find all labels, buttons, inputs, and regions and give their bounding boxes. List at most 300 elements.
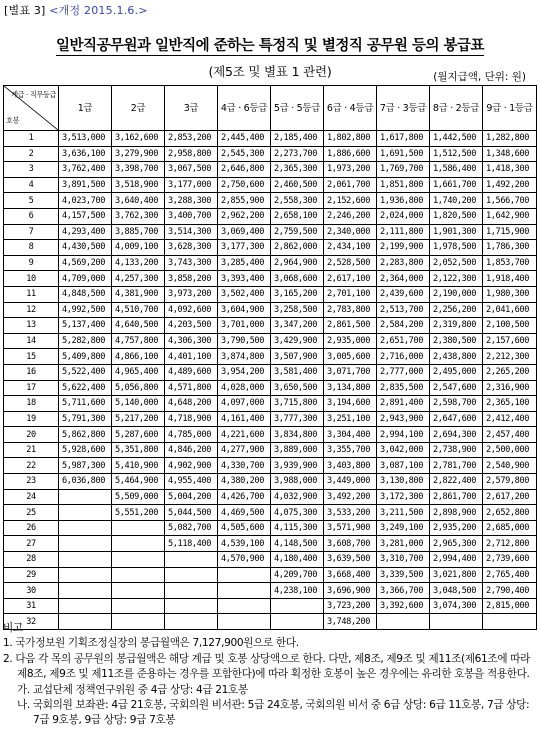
step-cell: 16 [4,364,59,380]
salary-cell: 3,355,700 [324,442,377,458]
salary-cell: 3,891,500 [59,177,112,193]
salary-cell: 2,273,700 [271,146,324,162]
salary-cell: 2,617,200 [483,489,537,505]
salary-cell: 3,858,200 [165,271,218,287]
salary-cell [218,567,271,583]
step-cell: 24 [4,489,59,505]
document-title: 일반직공무원과 일반직에 준하는 특정직 및 별정직 공무원 등의 봉급표 [55,38,485,54]
salary-cell: 5,282,800 [59,333,112,349]
document-subtitle: (제5조 및 별표 1 관련) [208,64,332,79]
salary-cell [59,583,112,599]
salary-cell: 4,180,400 [271,552,324,568]
salary-cell: 3,087,100 [377,458,430,474]
salary-cell: 1,980,300 [483,286,537,302]
salary-cell [59,536,112,552]
salary-cell: 2,891,400 [377,396,430,412]
salary-cell: 2,994,400 [430,552,483,568]
salary-cell: 3,005,600 [324,349,377,365]
salary-cell: 2,861,700 [430,489,483,505]
salary-cell: 3,973,200 [165,286,218,302]
salary-cell: 2,152,600 [324,193,377,209]
salary-cell: 4,157,500 [59,208,112,224]
salary-cell: 4,133,200 [112,255,165,271]
salary-cell: 5,928,600 [59,442,112,458]
salary-cell: 3,581,400 [271,364,324,380]
salary-cell: 4,381,900 [112,286,165,302]
salary-cell: 4,430,500 [59,240,112,256]
salary-cell: 2,256,200 [430,302,483,318]
salary-cell: 3,762,400 [59,162,112,178]
salary-cell: 1,512,500 [430,146,483,162]
salary-cell [218,583,271,599]
salary-cell: 2,460,500 [271,177,324,193]
salary-cell: 2,513,700 [377,302,430,318]
salary-cell: 5,004,200 [165,489,218,505]
salary-cell: 5,137,400 [59,318,112,334]
salary-cell: 4,569,200 [59,255,112,271]
annex-label: [별표 3] [4,4,46,17]
salary-cell [112,567,165,583]
salary-cell: 5,791,300 [59,411,112,427]
salary-cell: 4,161,400 [218,411,271,427]
salary-cell: 3,640,400 [112,193,165,209]
salary-cell: 2,853,200 [165,131,218,147]
salary-cell [112,583,165,599]
salary-cell [165,598,218,614]
salary-cell: 3,347,200 [271,318,324,334]
table-row [4,520,537,536]
salary-cell: 2,122,300 [430,271,483,287]
step-cell: 13 [4,318,59,334]
salary-cell: 2,935,200 [430,520,483,536]
step-cell: 12 [4,302,59,318]
salary-cell: 3,281,000 [377,536,430,552]
salary-cell: 2,439,600 [377,286,430,302]
salary-cell: 4,718,900 [165,411,218,427]
salary-cell: 5,522,400 [59,364,112,380]
salary-cell [59,520,112,536]
salary-cell: 3,514,300 [165,224,218,240]
salary-cell: 4,848,500 [59,286,112,302]
salary-cell: 3,492,200 [324,489,377,505]
salary-cell: 5,987,300 [59,458,112,474]
salary-cell: 4,846,200 [165,442,218,458]
step-cell: 9 [4,255,59,271]
salary-cell: 3,449,000 [324,474,377,490]
salary-cell: 2,658,100 [271,208,324,224]
step-cell: 23 [4,474,59,490]
table-row [4,536,537,552]
salary-cell: 2,598,700 [430,396,483,412]
salary-cell: 4,009,100 [112,240,165,256]
salary-cell: 3,258,500 [271,302,324,318]
salary-cell: 2,212,300 [483,349,537,365]
salary-cell: 4,709,000 [59,271,112,287]
salary-cell: 2,547,600 [430,380,483,396]
salary-cell: 1,820,500 [430,208,483,224]
salary-cell: 2,457,400 [483,427,537,443]
salary-cell: 2,157,600 [483,333,537,349]
salary-cell: 3,393,400 [218,271,271,287]
step-cell: 21 [4,442,59,458]
salary-cell [59,489,112,505]
salary-cell: 3,696,900 [324,583,377,599]
step-cell: 1 [4,131,59,147]
table-row [4,427,537,443]
salary-cell: 3,162,600 [112,131,165,147]
salary-cell: 2,190,000 [430,286,483,302]
salary-cell: 2,412,400 [483,411,537,427]
table-row [4,442,537,458]
salary-cell: 1,442,500 [430,131,483,147]
salary-cell [218,598,271,614]
salary-cell: 3,074,300 [430,598,483,614]
salary-cell: 2,100,500 [483,318,537,334]
salary-cell: 3,400,700 [165,208,218,224]
salary-cell: 4,866,100 [112,349,165,365]
salary-cell: 2,994,100 [377,427,430,443]
remark-1: 1. 국가정보원 기획조정실장의 봉급월액은 7,127,900원으로 한다. [3,637,299,650]
unit-note: (월지급액, 단위: 원) [433,71,526,83]
step-cell: 31 [4,598,59,614]
salary-cell: 1,786,300 [483,240,537,256]
salary-cell: 2,712,800 [483,536,537,552]
salary-cell: 4,380,200 [218,474,271,490]
col-header: 8급 · 2등급 [430,86,483,131]
step-cell: 19 [4,411,59,427]
salary-cell: 5,056,800 [112,380,165,396]
step-cell: 6 [4,208,59,224]
salary-cell: 1,586,400 [430,162,483,178]
remarks-heading: 비고 [3,622,23,634]
salary-cell: 4,955,400 [165,474,218,490]
salary-cell: 2,558,300 [271,193,324,209]
salary-cell [112,552,165,568]
salary-cell: 2,783,800 [324,302,377,318]
table-row [4,162,537,178]
salary-cell: 3,134,800 [324,380,377,396]
salary-cell: 1,715,900 [483,224,537,240]
step-cell: 3 [4,162,59,178]
step-cell: 22 [4,458,59,474]
salary-cell: 5,711,600 [59,396,112,412]
salary-cell: 1,492,200 [483,177,537,193]
salary-cell: 3,249,100 [377,520,430,536]
salary-cell: 3,429,900 [271,333,324,349]
salary-cell: 1,936,800 [377,193,430,209]
salary-cell: 1,282,800 [483,131,537,147]
remark-2a: 가. 교섭단체 정책연구위원 중 4급 상당: 4급 21호봉 [17,683,248,696]
salary-cell: 3,071,700 [324,364,377,380]
salary-cell: 2,716,000 [377,349,430,365]
step-cell: 18 [4,396,59,412]
salary-cell: 2,739,600 [483,552,537,568]
salary-cell: 5,082,700 [165,520,218,536]
salary-cell: 3,604,900 [218,302,271,318]
salary-cell: 4,505,600 [218,520,271,536]
table-row [4,598,537,614]
salary-cell: 2,540,900 [483,458,537,474]
table-row [4,505,537,521]
step-cell: 27 [4,536,59,552]
salary-cell: 3,403,800 [324,458,377,474]
salary-cell: 2,380,500 [430,333,483,349]
salary-cell: 1,853,700 [483,255,537,271]
salary-cell: 1,802,800 [324,131,377,147]
table-row [4,489,537,505]
salary-cell: 5,287,600 [112,427,165,443]
salary-cell: 3,130,800 [377,474,430,490]
salary-cell: 2,316,900 [483,380,537,396]
salary-cell [59,552,112,568]
salary-cell: 3,571,900 [324,520,377,536]
salary-cell: 2,958,800 [165,146,218,162]
salary-cell: 2,781,700 [430,458,483,474]
salary-cell: 4,092,600 [165,302,218,318]
salary-cell: 2,265,200 [483,364,537,380]
salary-cell: 3,069,400 [218,224,271,240]
annex-header [4,2,148,18]
salary-cell: 4,238,100 [271,583,324,599]
salary-cell: 5,140,000 [112,396,165,412]
salary-cell: 4,401,100 [165,349,218,365]
salary-cell: 5,410,900 [112,458,165,474]
table-row [4,131,537,147]
salary-cell: 1,740,200 [430,193,483,209]
salary-cell: 2,545,300 [218,146,271,162]
salary-cell: 2,199,900 [377,240,430,256]
salary-cell: 3,834,800 [271,427,324,443]
salary-cell: 5,409,800 [59,349,112,365]
table-row [4,380,537,396]
salary-cell: 3,177,300 [218,240,271,256]
salary-cell: 2,965,300 [430,536,483,552]
table-row [4,349,537,365]
table-row [4,146,537,162]
salary-cell: 4,571,800 [165,380,218,396]
salary-cell: 3,310,700 [377,552,430,568]
salary-cell: 5,551,200 [112,505,165,521]
step-cell: 14 [4,333,59,349]
salary-cell: 2,651,700 [377,333,430,349]
salary-cell: 2,340,000 [324,224,377,240]
salary-cell [165,552,218,568]
salary-cell: 3,701,000 [218,318,271,334]
salary-cell: 3,067,500 [165,162,218,178]
salary-cell: 4,023,700 [59,193,112,209]
salary-cell: 2,759,500 [271,224,324,240]
salary-cell: 1,769,700 [377,162,430,178]
salary-cell: 4,257,300 [112,271,165,287]
salary-cell: 2,319,800 [430,318,483,334]
salary-cell: 2,935,000 [324,333,377,349]
step-cell: 25 [4,505,59,521]
salary-cell: 3,743,300 [165,255,218,271]
salary-cell: 3,608,700 [324,536,377,552]
salary-cell: 1,566,700 [483,193,537,209]
salary-cell: 4,640,500 [112,318,165,334]
step-cell: 4 [4,177,59,193]
salary-cell: 4,277,900 [218,442,271,458]
salary-cell: 3,889,000 [271,442,324,458]
table-row [4,177,537,193]
salary-cell [112,598,165,614]
salary-cell: 1,978,500 [430,240,483,256]
step-cell: 32 [4,614,59,630]
table-row [4,411,537,427]
salary-cell: 2,365,300 [271,162,324,178]
table-body [4,131,537,630]
salary-cell: 4,757,800 [112,333,165,349]
salary-cell: 3,392,600 [377,598,430,614]
salary-cell: 2,584,200 [377,318,430,334]
table-row [4,286,537,302]
salary-cell: 1,617,800 [377,131,430,147]
salary-cell: 2,617,100 [324,271,377,287]
salary-cell: 3,762,300 [112,208,165,224]
salary-cell: 2,694,300 [430,427,483,443]
table-row [4,193,537,209]
salary-cell: 2,822,400 [430,474,483,490]
salary-cell: 4,097,000 [218,396,271,412]
salary-cell: 3,715,800 [271,396,324,412]
salary-cell [59,505,112,521]
salary-cell: 2,835,500 [377,380,430,396]
salary-cell: 4,203,500 [165,318,218,334]
salary-cell: 2,738,900 [430,442,483,458]
salary-cell: 2,962,200 [218,208,271,224]
salary-cell: 3,398,700 [112,162,165,178]
salary-cell: 3,177,000 [165,177,218,193]
table-row [4,240,537,256]
step-cell: 5 [4,193,59,209]
salary-cell: 4,293,400 [59,224,112,240]
salary-cell: 5,464,900 [112,474,165,490]
salary-cell: 3,639,500 [324,552,377,568]
salary-cell: 2,365,100 [483,396,537,412]
salary-cell: 4,785,000 [165,427,218,443]
step-cell: 28 [4,552,59,568]
table-row [4,396,537,412]
salary-cell: 3,165,200 [271,286,324,302]
salary-cell: 2,685,000 [483,520,537,536]
col-header: 9급 · 1등급 [483,86,537,131]
table-row [4,318,537,334]
salary-cell: 2,652,800 [483,505,537,521]
step-cell: 17 [4,380,59,396]
salary-cell: 1,851,800 [377,177,430,193]
salary-cell: 5,118,400 [165,536,218,552]
salary-cell [271,598,324,614]
salary-cell: 5,622,400 [59,380,112,396]
salary-cell [112,520,165,536]
salary-cell: 2,445,400 [218,131,271,147]
amendment-date: <개정 2015.1.6.> [49,4,148,17]
salary-cell: 3,021,800 [430,567,483,583]
salary-cell: 4,306,300 [165,333,218,349]
salary-cell: 2,943,900 [377,411,430,427]
salary-cell: 4,028,000 [218,380,271,396]
salary-cell: 3,668,400 [324,567,377,583]
salary-cell: 2,364,000 [377,271,430,287]
col-header: 3급 [165,86,218,131]
table-row [4,302,537,318]
salary-cell: 3,251,100 [324,411,377,427]
col-header: 2급 [112,86,165,131]
salary-cell: 3,304,400 [324,427,377,443]
salary-cell: 5,862,800 [59,427,112,443]
table-row [4,364,537,380]
salary-cell: 3,723,200 [324,598,377,614]
salary-cell: 1,886,600 [324,146,377,162]
salary-cell: 3,777,300 [271,411,324,427]
salary-cell: 1,918,400 [483,271,537,287]
salary-cell: 2,646,800 [218,162,271,178]
salary-cell: 5,044,500 [165,505,218,521]
step-cell: 20 [4,427,59,443]
salary-cell: 4,032,900 [271,489,324,505]
salary-cell: 4,539,100 [218,536,271,552]
col-header: 5급 · 5등급 [271,86,324,131]
salary-cell: 2,500,000 [483,442,537,458]
salary-cell: 2,024,000 [377,208,430,224]
salary-cell: 2,041,600 [483,302,537,318]
salary-cell: 5,217,200 [112,411,165,427]
step-cell: 7 [4,224,59,240]
salary-cell: 2,246,200 [324,208,377,224]
remarks [3,621,535,729]
salary-cell: 2,185,400 [271,131,324,147]
salary-cell: 1,642,900 [483,208,537,224]
salary-cell: 2,855,900 [218,193,271,209]
col-header: 4급 · 6등급 [218,86,271,131]
salary-cell: 2,528,500 [324,255,377,271]
salary-cell: 3,650,500 [271,380,324,396]
salary-cell: 2,283,800 [377,255,430,271]
salary-cell: 3,048,500 [430,583,483,599]
table-row [4,458,537,474]
step-cell: 29 [4,567,59,583]
table-row [4,224,537,240]
salary-cell: 3,628,300 [165,240,218,256]
salary-cell: 3,211,500 [377,505,430,521]
table-row [4,474,537,490]
salary-cell [112,536,165,552]
salary-cell: 3,533,200 [324,505,377,521]
table-row [4,255,537,271]
salary-cell: 3,885,700 [112,224,165,240]
col-header: 1급 [59,86,112,131]
col-header: 7급 · 3등급 [377,86,430,131]
salary-cell [59,567,112,583]
salary-cell: 3,042,000 [377,442,430,458]
col-header: 6급 · 4등급 [324,86,377,131]
salary-cell: 3,790,500 [218,333,271,349]
table-row [4,333,537,349]
corner-header [4,86,59,131]
salary-cell: 5,509,000 [112,489,165,505]
salary-cell: 4,115,300 [271,520,324,536]
salary-cell: 3,194,600 [324,396,377,412]
salary-cell: 3,366,700 [377,583,430,599]
salary-cell: 3,954,200 [218,364,271,380]
salary-cell: 3,068,600 [271,271,324,287]
step-cell: 15 [4,349,59,365]
salary-cell: 2,862,000 [271,240,324,256]
salary-cell: 1,973,200 [324,162,377,178]
salary-cell: 2,111,800 [377,224,430,240]
salary-cell [59,598,112,614]
